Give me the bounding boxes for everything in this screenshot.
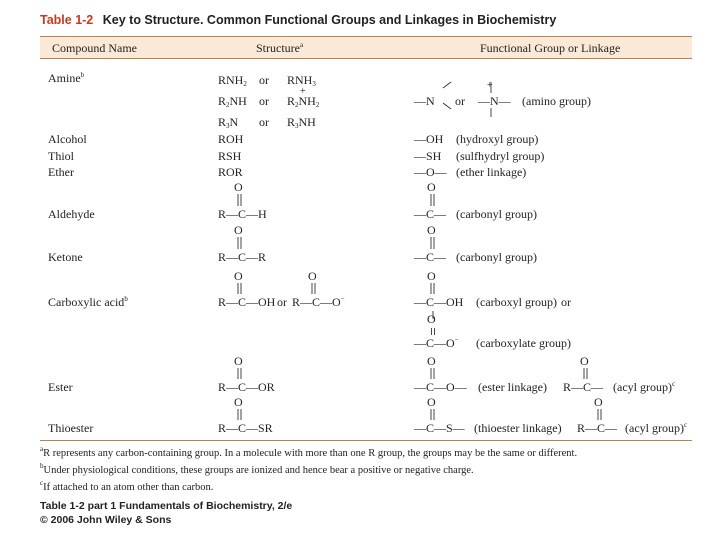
group-thioester: —C—S—	[414, 421, 465, 435]
formula: R	[287, 115, 296, 129]
group-label: (acyl group)	[613, 380, 672, 394]
carbonyl-oxygen: O	[427, 223, 436, 237]
note-mark: a	[300, 41, 304, 49]
carbonyl-oxygen: O	[427, 395, 436, 409]
group-label: (carbonyl group)	[456, 250, 537, 264]
group-acyl: R—C—	[563, 380, 604, 394]
group-carbonyl: —C—	[414, 250, 447, 264]
formula: R	[218, 115, 227, 129]
group-label: (carboxyl group)	[476, 295, 557, 309]
footnote-c	[40, 480, 213, 494]
double-bond	[429, 408, 437, 421]
or-text: or	[455, 94, 465, 108]
carbonyl-oxygen: O	[427, 269, 436, 283]
charge: −	[340, 295, 345, 303]
formula: RNH	[287, 73, 313, 87]
or-text: or	[259, 73, 269, 87]
note-mark: b	[124, 295, 128, 303]
footnote-text: R represents any carbon-containing group. In a molecule with more than one R group, the groups may be the same or different.	[43, 448, 578, 459]
or-text: or	[277, 295, 287, 309]
group-carboxylate	[414, 337, 459, 349]
table-title-text: Key to Structure. Common Functional Groups and Linkages in Biochemistry	[102, 13, 557, 27]
subscript: 2	[295, 101, 299, 109]
note-mark: a	[40, 445, 44, 453]
col-header-structure	[256, 42, 303, 54]
acyl-label	[613, 381, 675, 393]
compound-thiol: Thiol	[48, 149, 74, 163]
subscript: 2	[226, 101, 230, 109]
group-acyl: R—C—	[577, 421, 618, 435]
double-bond	[429, 367, 437, 380]
carbonyl-oxygen: O	[427, 180, 436, 194]
subscript: 2	[243, 80, 247, 88]
group-hydroxyl: —OH	[414, 132, 444, 146]
footer-copyright: © 2006 John Wiley & Sons	[40, 514, 172, 526]
carbonyl-oxygen: O	[234, 180, 243, 194]
carbonyl-oxygen: O	[580, 354, 589, 368]
group-label: (hydroxyl group)	[456, 132, 539, 146]
compound-ester: Ester	[48, 380, 73, 394]
carbonyl-oxygen: O	[308, 269, 317, 283]
formula: NH	[298, 94, 316, 108]
amine-group-2: —N—	[478, 94, 511, 108]
structure-ether: ROR	[218, 165, 243, 179]
col-header-compound: Compound Name	[52, 41, 137, 55]
carbonyl-oxygen: O	[427, 312, 436, 326]
bottom-rule	[40, 440, 692, 441]
formula: R	[218, 94, 227, 108]
structure-amine-5	[218, 116, 238, 130]
note-mark: c	[683, 421, 688, 429]
structure-amine-6	[287, 116, 316, 130]
formula: RNH	[218, 73, 244, 87]
note-mark: b	[40, 462, 44, 470]
subscript: 2	[315, 101, 320, 109]
structure-alcohol: ROH	[218, 132, 244, 146]
note-mark: b	[80, 71, 85, 79]
note-mark: c	[671, 380, 676, 388]
structure-amine-1	[218, 74, 247, 88]
group-sulfhydryl: —SH	[414, 149, 442, 163]
formula: N	[229, 115, 239, 129]
compound-ketone: Ketone	[48, 250, 83, 264]
group-label: (acyl group)	[625, 421, 684, 435]
carbonyl-oxygen: O	[594, 395, 603, 409]
charge: −	[454, 336, 459, 344]
or-text: or	[259, 115, 269, 129]
structure-amine-3	[218, 95, 247, 109]
footer-source: Table 1-2 part 1 Fundamentals of Biochemistry, 2/e	[40, 500, 293, 512]
double-bond	[236, 367, 244, 380]
group-label: (sulfhydryl group)	[456, 149, 545, 163]
group-carboxyl: —C—OH	[414, 295, 464, 309]
compound-alcohol: Alcohol	[48, 132, 87, 146]
carbonyl-oxygen: O	[234, 395, 243, 409]
col-header-group: Functional Group or Linkage	[480, 41, 621, 55]
subscript: 3	[312, 80, 316, 88]
double-bond	[236, 408, 244, 421]
carbonyl-oxygen: O	[234, 223, 243, 237]
group-label: (carbonyl group)	[456, 207, 537, 221]
compound-aldehyde: Aldehyde	[48, 207, 95, 221]
double-bond	[429, 193, 437, 207]
structure-carboxylate	[292, 296, 345, 308]
structure-ester: R—C—OR	[218, 380, 275, 394]
header-rule	[40, 58, 692, 59]
compound-name: Amine	[48, 71, 81, 85]
double-bond	[236, 236, 244, 250]
group-label: (ester linkage)	[478, 380, 547, 394]
formula: R—C—O	[292, 295, 341, 309]
or-text: or	[561, 295, 571, 309]
double-bond	[429, 282, 437, 295]
compound-carboxylic-acid	[48, 296, 128, 308]
group-label: (amino group)	[522, 94, 591, 108]
double-bond	[429, 236, 437, 250]
group-label: (thioester linkage)	[474, 421, 562, 435]
formula: —C—O	[414, 336, 455, 350]
footnote-text: Under physiological conditions, these groups are ionized and hence bear a positive or negative charge.	[43, 465, 474, 476]
structure-ketone: R—C—R	[218, 250, 267, 264]
carbonyl-oxygen: O	[234, 269, 243, 283]
note-mark: c	[40, 479, 44, 487]
double-bond	[582, 367, 590, 380]
structure-amine-4	[287, 95, 319, 109]
footnote-a	[40, 446, 577, 460]
group-ether: —O—	[414, 165, 447, 179]
double-bond	[236, 282, 244, 295]
structure-thioester: R—C—SR	[218, 421, 273, 435]
or-text: or	[259, 94, 269, 108]
formula: NH	[298, 115, 316, 129]
compound-name: Carboxylic acid	[48, 295, 125, 309]
col-header-structure-text: Structure	[256, 41, 300, 55]
table-title	[40, 14, 556, 27]
acyl-label	[625, 422, 687, 434]
footnote-text: If attached to an atom other than carbon.	[43, 482, 214, 493]
table-number: Table 1-2	[40, 13, 94, 27]
compound-ether: Ether	[48, 165, 74, 179]
formula: R	[287, 94, 296, 108]
carbonyl-oxygen: O	[427, 354, 436, 368]
carbonyl-oxygen: O	[234, 354, 243, 368]
plus-charge: +	[300, 86, 306, 97]
plus-charge: +	[487, 80, 493, 91]
formula: NH	[229, 94, 247, 108]
amine-group-1: —N	[414, 94, 435, 108]
structure-carboxylic: R—C—OH	[218, 295, 276, 309]
group-label: (carboxylate group)	[476, 336, 571, 350]
subscript: 3	[295, 122, 299, 130]
double-bond	[236, 193, 244, 207]
compound-amine	[48, 72, 84, 84]
structure-aldehyde: R—C—H	[218, 207, 267, 221]
group-carbonyl: —C—	[414, 207, 447, 221]
double-bond	[596, 408, 604, 421]
compound-thioester: Thioester	[48, 421, 94, 435]
group-label: (ether linkage)	[456, 165, 527, 179]
double-bond	[310, 282, 318, 295]
structure-thiol: RSH	[218, 149, 242, 163]
footnote-b	[40, 463, 474, 477]
group-ester: —C—O—	[414, 380, 467, 394]
subscript: 3	[226, 122, 230, 130]
